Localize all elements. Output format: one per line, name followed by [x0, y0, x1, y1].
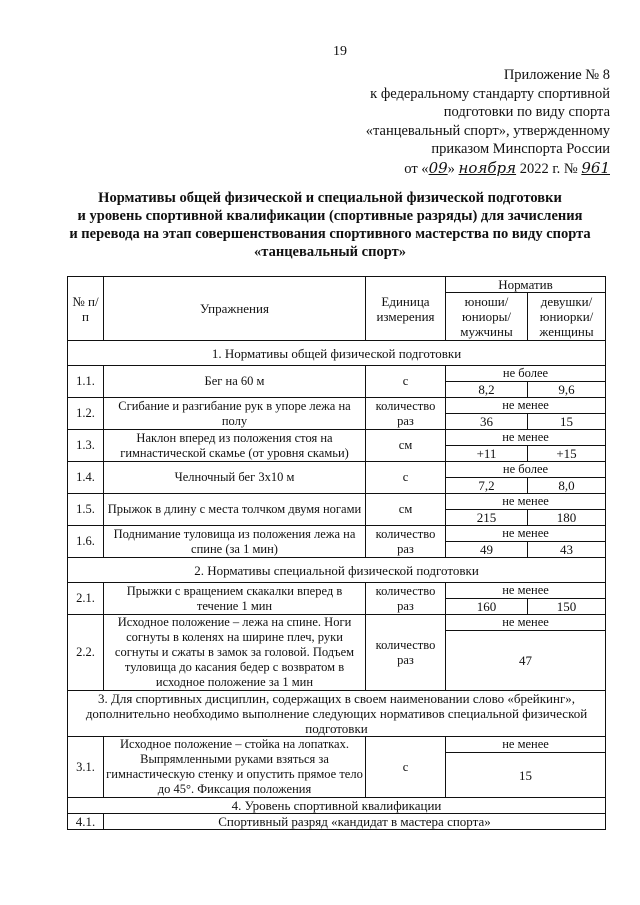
row-unit: с [366, 462, 446, 494]
row-unit: см [366, 494, 446, 526]
row-exercise: Бег на 60 м [104, 366, 366, 398]
appendix-date [340, 159, 610, 179]
norm-condition: не менее [446, 494, 606, 510]
section-heading: 3. Для спортивных дисциплин, содержащих в своем наименовании слово «брейкинг», дополнительно необходимо выполнение следующих нормативов специальной физической подготовки [68, 691, 606, 737]
page-number: 19 [333, 44, 347, 59]
order-number: 961 [581, 158, 610, 177]
header-male: юноши/ юниоры/ мужчины [446, 293, 528, 341]
appendix-line: подготовки по виду спорта [443, 104, 610, 120]
value-female: 150 [528, 599, 606, 615]
title-line: «танцевальный спорт» [254, 244, 406, 260]
row-unit: см [366, 430, 446, 462]
row-exercise: Прыжок в длину с места толчком двумя ногами [104, 494, 366, 526]
appendix-line: «танцевальный спорт», утвержденному [365, 122, 610, 139]
value-female: 43 [528, 542, 606, 558]
row-exercise: Спортивный разряд «кандидат в мастера спорта» [104, 814, 606, 830]
title-line: и уровень спортивной квалификации (спортивные разряды) для зачисления [77, 208, 583, 224]
value-all: 15 [446, 753, 606, 798]
date-prefix: от « [404, 160, 429, 177]
appendix-line: к федеральному стандарту спортивной [370, 85, 610, 102]
row-exercise: Исходное положение – лежа на спине. Ноги согнуты в коленях на ширине плеч, руки согнуты и сжаты в замок за головой. Подъем туловища до касания бедер с возвратом в исходное положение за 1 мин [104, 615, 366, 691]
header-exercise: Упражнения [104, 277, 366, 341]
header-norm: Норматив [446, 277, 606, 293]
row-exercise: Прыжки с вращением скакалки вперед в течение 1 мин [104, 583, 366, 615]
header-unit: Единица измерения [366, 277, 446, 341]
appendix-line: приказом Минспорта России [431, 141, 610, 157]
date-mid: » [447, 160, 459, 177]
row-unit: количество раз [366, 615, 446, 691]
row-number: 1.5. [68, 494, 104, 526]
value-male: 215 [446, 510, 528, 526]
row-number: 1.4. [68, 462, 104, 494]
document-title [40, 189, 620, 261]
value-male: 49 [446, 542, 528, 558]
value-male: 160 [446, 599, 528, 615]
row-unit: количество раз [366, 583, 446, 615]
appendix-block [340, 66, 610, 178]
value-female: 180 [528, 510, 606, 526]
row-number: 1.6. [68, 526, 104, 558]
row-exercise: Челночный бег 3х10 м [104, 462, 366, 494]
value-female: 15 [528, 414, 606, 430]
row-number: 3.1. [68, 737, 104, 798]
row-number: 1.3. [68, 430, 104, 462]
date-year: 2022 г. № [516, 160, 582, 177]
norm-condition: не менее [446, 737, 606, 753]
header-female: девушки/ юниорки/ женщины [528, 293, 606, 341]
row-exercise: Поднимание туловища из положения лежа на спине (за 1 мин) [104, 526, 366, 558]
norm-condition: не менее [446, 430, 606, 446]
row-unit: с [366, 737, 446, 798]
norms-table [67, 276, 606, 830]
row-exercise: Наклон вперед из положения стоя на гимнастической скамье (от уровня скамьи) [104, 430, 366, 462]
value-female: 8,0 [528, 478, 606, 494]
norm-condition: не менее [446, 398, 606, 414]
value-male: 8,2 [446, 382, 528, 398]
norm-condition: не менее [446, 526, 606, 542]
norm-condition: не более [446, 366, 606, 382]
value-male: 7,2 [446, 478, 528, 494]
row-number: 4.1. [68, 814, 104, 830]
value-male: +11 [446, 446, 528, 462]
row-number: 2.1. [68, 583, 104, 615]
row-unit: с [366, 366, 446, 398]
value-female: 9,6 [528, 382, 606, 398]
norm-condition: не менее [446, 615, 606, 631]
header-number: № п/п [68, 277, 104, 341]
row-number: 1.2. [68, 398, 104, 430]
date-day: 09 [428, 158, 448, 177]
row-exercise: Исходное положение – стойка на лопатках. Выпрямленными руками взяться за гимнастическую стенку и опустить прямое тело до 45°. Фиксация положения [104, 737, 366, 798]
section-heading: 1. Нормативы общей физической подготовки [68, 341, 606, 366]
section-heading: 2. Нормативы специальной физической подготовки [68, 558, 606, 583]
row-number: 2.2. [68, 615, 104, 691]
appendix-title: Приложение № 8 [503, 67, 610, 83]
date-month: ноября [458, 158, 517, 177]
value-male: 36 [446, 414, 528, 430]
section-heading: 4. Уровень спортивной квалификации [68, 798, 606, 814]
norm-condition: не менее [446, 583, 606, 599]
row-number: 1.1. [68, 366, 104, 398]
title-line: Нормативы общей физической и специальной физической подготовки [98, 190, 562, 206]
title-line: и перевода на этап совершенствования спортивного мастерства по виду спорта [69, 226, 591, 242]
norm-condition: не более [446, 462, 606, 478]
value-all: 47 [446, 631, 606, 691]
row-exercise: Сгибание и разгибание рук в упоре лежа на полу [104, 398, 366, 430]
row-unit: количество раз [366, 526, 446, 558]
value-female: +15 [528, 446, 606, 462]
row-unit: количество раз [366, 398, 446, 430]
